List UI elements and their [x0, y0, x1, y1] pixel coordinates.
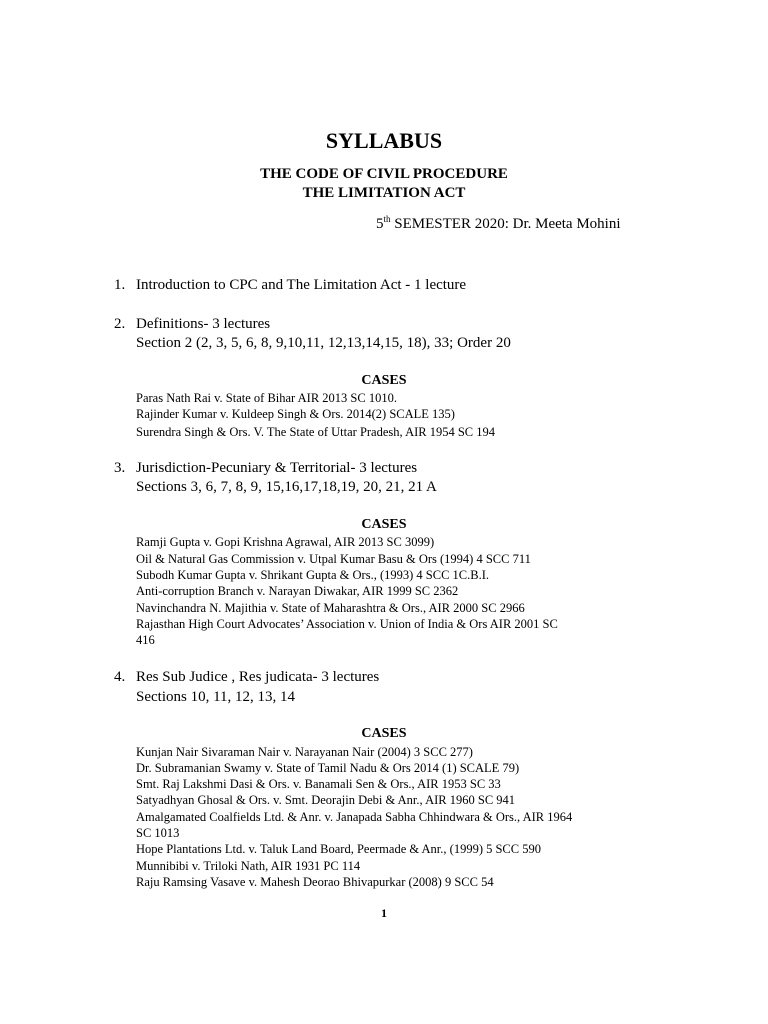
- semester-superscript: th: [383, 214, 391, 224]
- case-line: SC 1013: [136, 826, 180, 840]
- case-line: Rajasthan High Court Advocates’ Association v. Union of India & Ors AIR 2001 SC: [136, 617, 558, 631]
- semester-number: 5: [376, 216, 384, 232]
- item-2-number: 2.: [114, 316, 126, 332]
- item-3-cases-heading: CASES: [361, 517, 407, 532]
- item-4-title: Res Sub Judice , Res judicata- 3 lectures: [136, 669, 380, 685]
- case-line: Surendra Singh & Ors. V. The State of Uttar Pradesh, AIR 1954 SC 194: [136, 425, 496, 439]
- case-line: Kunjan Nair Sivaraman Nair v. Narayanan Nair (2004) 3 SCC 277): [136, 745, 473, 759]
- item-4-cases-heading: CASES: [361, 726, 407, 741]
- item-3-number: 3.: [114, 460, 126, 476]
- item-3-sections: Sections 3, 6, 7, 8, 9, 15,16,17,18,19, 20, 21, 21 A: [136, 479, 437, 495]
- item-3-title: Jurisdiction-Pecuniary & Territorial- 3 lectures: [136, 460, 418, 476]
- case-line: Ramji Gupta v. Gopi Krishna Agrawal, AIR 2013 SC 3099): [136, 535, 435, 549]
- subtitle-cpc: THE CODE OF CIVIL PROCEDURE: [260, 166, 508, 182]
- case-line: Navinchandra N. Majithia v. State of Maharashtra & Ors., AIR 2000 SC 2966: [136, 601, 525, 615]
- item-4-number: 4.: [114, 669, 126, 685]
- case-line: 416: [136, 633, 155, 647]
- case-line: Munnibibi v. Triloki Nath, AIR 1931 PC 114: [136, 859, 361, 873]
- case-line: Rajinder Kumar v. Kuldeep Singh & Ors. 2014(2) SCALE 135): [136, 407, 455, 421]
- page-title: SYLLABUS: [325, 128, 443, 153]
- item-1-title: Introduction to CPC and The Limitation Act - 1 lecture: [136, 277, 467, 293]
- item-1-number: 1.: [114, 277, 126, 293]
- semester-line: [376, 216, 621, 233]
- semester-text: SEMESTER 2020: Dr. Meeta Mohini: [390, 216, 621, 232]
- case-line: Raju Ramsing Vasave v. Mahesh Deorao Bhivapurkar (2008) 9 SCC 54: [136, 875, 494, 889]
- case-line: Subodh Kumar Gupta v. Shrikant Gupta & Ors., (1993) 4 SCC 1C.B.I.: [136, 568, 489, 582]
- case-line: Hope Plantations Ltd. v. Taluk Land Board, Peermade & Anr., (1999) 5 SCC 590: [136, 842, 541, 856]
- subtitle-limitation: THE LIMITATION ACT: [302, 185, 466, 201]
- case-line: Smt. Raj Lakshmi Dasi & Ors. v. Banamali Sen & Ors., AIR 1953 SC 33: [136, 777, 501, 791]
- item-4-sections: Sections 10, 11, 12, 13, 14: [136, 689, 296, 705]
- case-line: Oil & Natural Gas Commission v. Utpal Kumar Basu & Ors (1994) 4 SCC 711: [136, 552, 531, 566]
- case-line: Paras Nath Rai v. State of Bihar AIR 2013 SC 1010.: [136, 391, 397, 405]
- item-2-sections: Section 2 (2, 3, 5, 6, 8, 9,10,11, 12,13,14,15, 18), 33; Order 20: [136, 335, 511, 351]
- case-line: Dr. Subramanian Swamy v. State of Tamil Nadu & Ors 2014 (1) SCALE 79): [136, 761, 520, 775]
- case-line: Amalgamated Coalfields Ltd. & Anr. v. Janapada Sabha Chhindwara & Ors., AIR 1964: [136, 810, 573, 824]
- item-2-title: Definitions- 3 lectures: [136, 316, 271, 332]
- item-2-cases-heading: CASES: [361, 373, 407, 388]
- case-line: Anti-corruption Branch v. Narayan Diwakar, AIR 1999 SC 2362: [136, 584, 459, 598]
- page-number: 1: [381, 906, 387, 920]
- case-line: Satyadhyan Ghosal & Ors. v. Smt. Deorajin Debi & Anr., AIR 1960 SC 941: [136, 793, 516, 807]
